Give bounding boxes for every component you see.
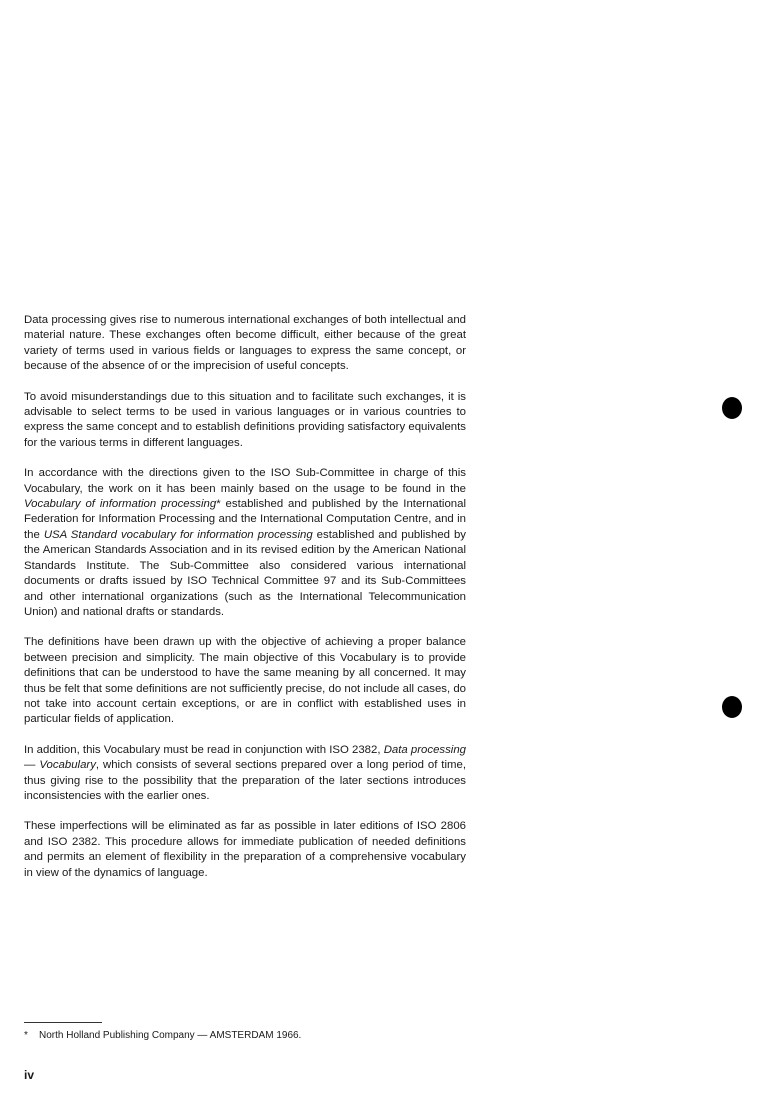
paragraph-5-text-c: , which consists of several sections prepared over a long period of time, thus giving rise to the possibility that the preparation of the later sections introduces inconsistencies with the earlier ones. [24,759,466,802]
paragraph-3-text-c: * established and published by the International Federation for Information Processing and the International Computation Centre, and in the [24,498,466,541]
paragraph-5 [24,743,466,805]
page-number: iv [24,1068,35,1082]
footnote [24,1029,301,1042]
paragraph-1: Data processing gives rise to numerous international exchanges of both intellectual and material nature. These exchanges often become difficult, either because of the great variety of terms used in various fields or languages to express the same concept, or because of the absence of or the imprecision of useful concepts. [24,314,466,373]
footnote-text: North Holland Publishing Company — AMSTERDAM 1966. [39,1030,302,1041]
paragraph-6: These imperfections will be eliminated as far as possible in later editions of ISO 2806 and ISO 2382. This procedure allows for immediate publication of needed definitions and permits an element of flexibility in the preparation of a comprehensive vocabulary in view of the dynamics of language. [24,820,466,879]
paragraph-3-text-a: In accordance with the directions given to the ISO Sub-Committee in charge of this Vocabulary, the work on it has been mainly based on the usage to be found in the [24,467,466,495]
paragraph-3-text-e: established and published by the American Standards Association and in its revised edition by the American National Standards Institute. The Sub-Committee also considered various international documents or drafts issued by ISO Technical Committee 97 and its Sub-Committees and other international organizations (such as the International Telecommunication Union) and national drafts or standards. [24,528,467,618]
footnote-rule [24,1022,102,1023]
punch-hole-top [722,397,742,419]
usa-standard-title: USA Standard vocabulary for information processing [43,528,313,541]
punch-hole-bottom [722,696,742,718]
body-text [24,313,466,896]
footnote-mark: * [24,1030,28,1041]
paragraph-2: To avoid misunderstandings due to this situation and to facilitate such exchanges, it is advisable to select terms to be used in various languages or in various countries to express the same concept and to establish definitions providing satisfactory equivalents for the various terms in different languages. [24,390,466,449]
paragraph-3 [24,466,466,620]
iso-2382-title: Data processing — Vocabulary [24,743,466,772]
paragraph-4: The definitions have been drawn up with the objective of achieving a proper balance between precision and simplicity. The main objective of this Vocabulary is to provide definitions that can be understood to have the same meaning by all concerned. It may thus be felt that some definitions are not sufficiently precise, do not include all cases, do not take into account certain exceptions, or are in conflict with established uses in particular fields of application. [24,636,466,726]
ifip-vocabulary-title: Vocabulary of information processing [24,498,217,511]
paragraph-5-text-a: In addition, this Vocabulary must be read in conjunction with ISO 2382, [24,743,384,756]
